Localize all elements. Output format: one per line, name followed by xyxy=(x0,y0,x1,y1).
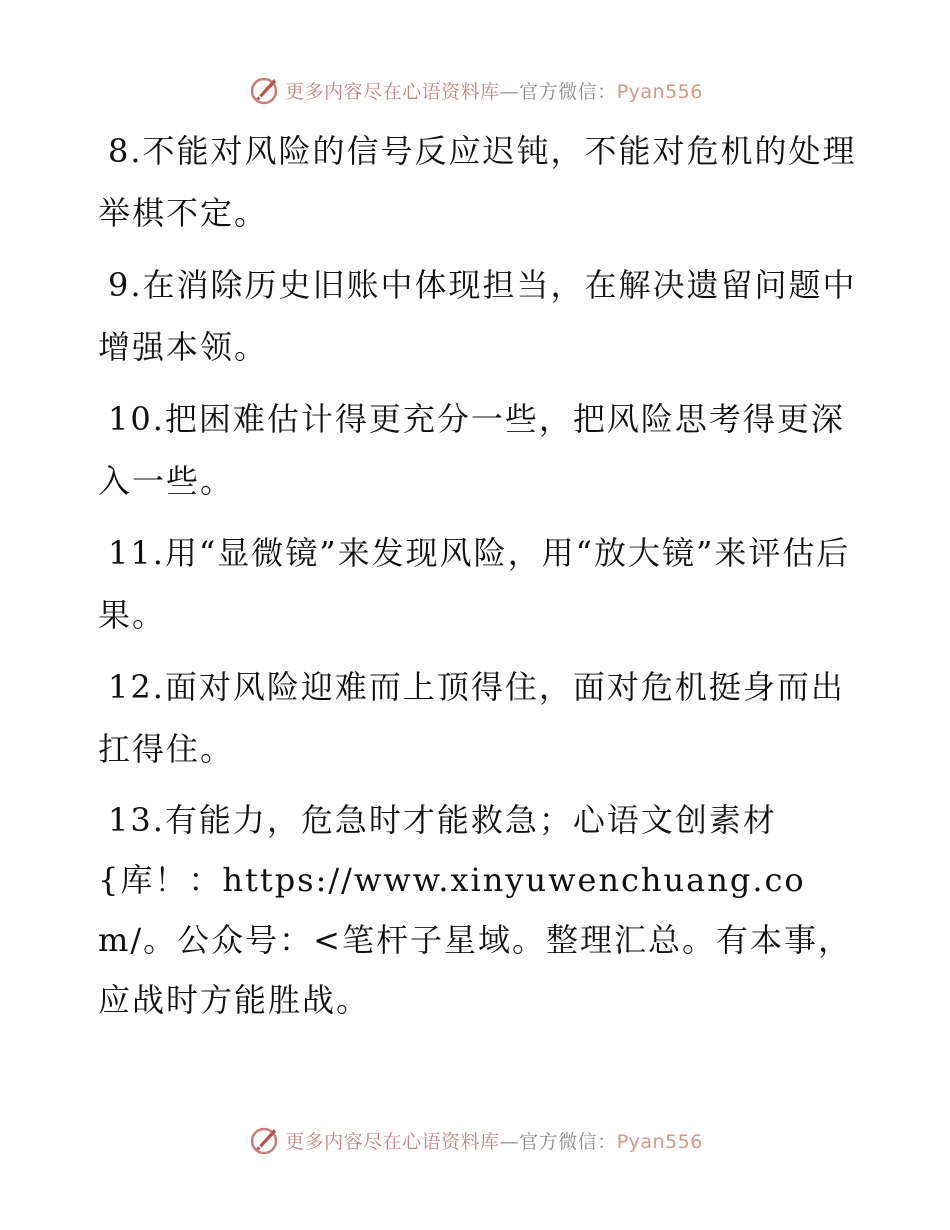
watermark-separator: — xyxy=(499,80,520,103)
watermark-handle: Pyan556 xyxy=(616,1130,703,1153)
watermark-text xyxy=(285,1127,703,1154)
watermark-handle: Pyan556 xyxy=(616,80,703,103)
watermark-separator: — xyxy=(499,1130,520,1153)
watermark-text xyxy=(285,77,703,104)
list-item: 13.有能力，危急时才能救急；心语文创素材{库！：https://www.xinyuwenchuang.com/。公众号：<笔杆子星域。整理汇总。有本事，应战时方能胜战。 xyxy=(98,801,852,1019)
watermark-brand: 更多内容尽在心语资料库 xyxy=(285,80,500,103)
list-item: 9.在消除历史旧账中体现担当，在解决遗留问题中增强本领。 xyxy=(98,266,857,366)
watermark-brand: 更多内容尽在心语资料库 xyxy=(285,1130,500,1153)
list-item: 12.面对风险迎难而上顶得住，面对危机挺身而出扛得住。 xyxy=(98,668,845,768)
document-body xyxy=(98,120,858,1040)
list-item: 8.不能对风险的信号反应迟钝，不能对危机的处理举棋不定。 xyxy=(98,132,857,232)
watermark-official-label: 官方微信： xyxy=(519,80,617,103)
list-item: 11.用“显微镜”来发现风险，用“放大镜”来评估后果。 xyxy=(98,534,851,634)
footer-watermark xyxy=(0,1120,950,1160)
quill-pen-seal-icon xyxy=(247,1123,281,1157)
header-watermark xyxy=(0,70,950,110)
list-item: 10.把困难估计得更充分一些，把风险思考得更深入一些。 xyxy=(98,400,845,500)
quill-pen-seal-icon xyxy=(247,73,281,107)
watermark-official-label: 官方微信： xyxy=(519,1130,617,1153)
